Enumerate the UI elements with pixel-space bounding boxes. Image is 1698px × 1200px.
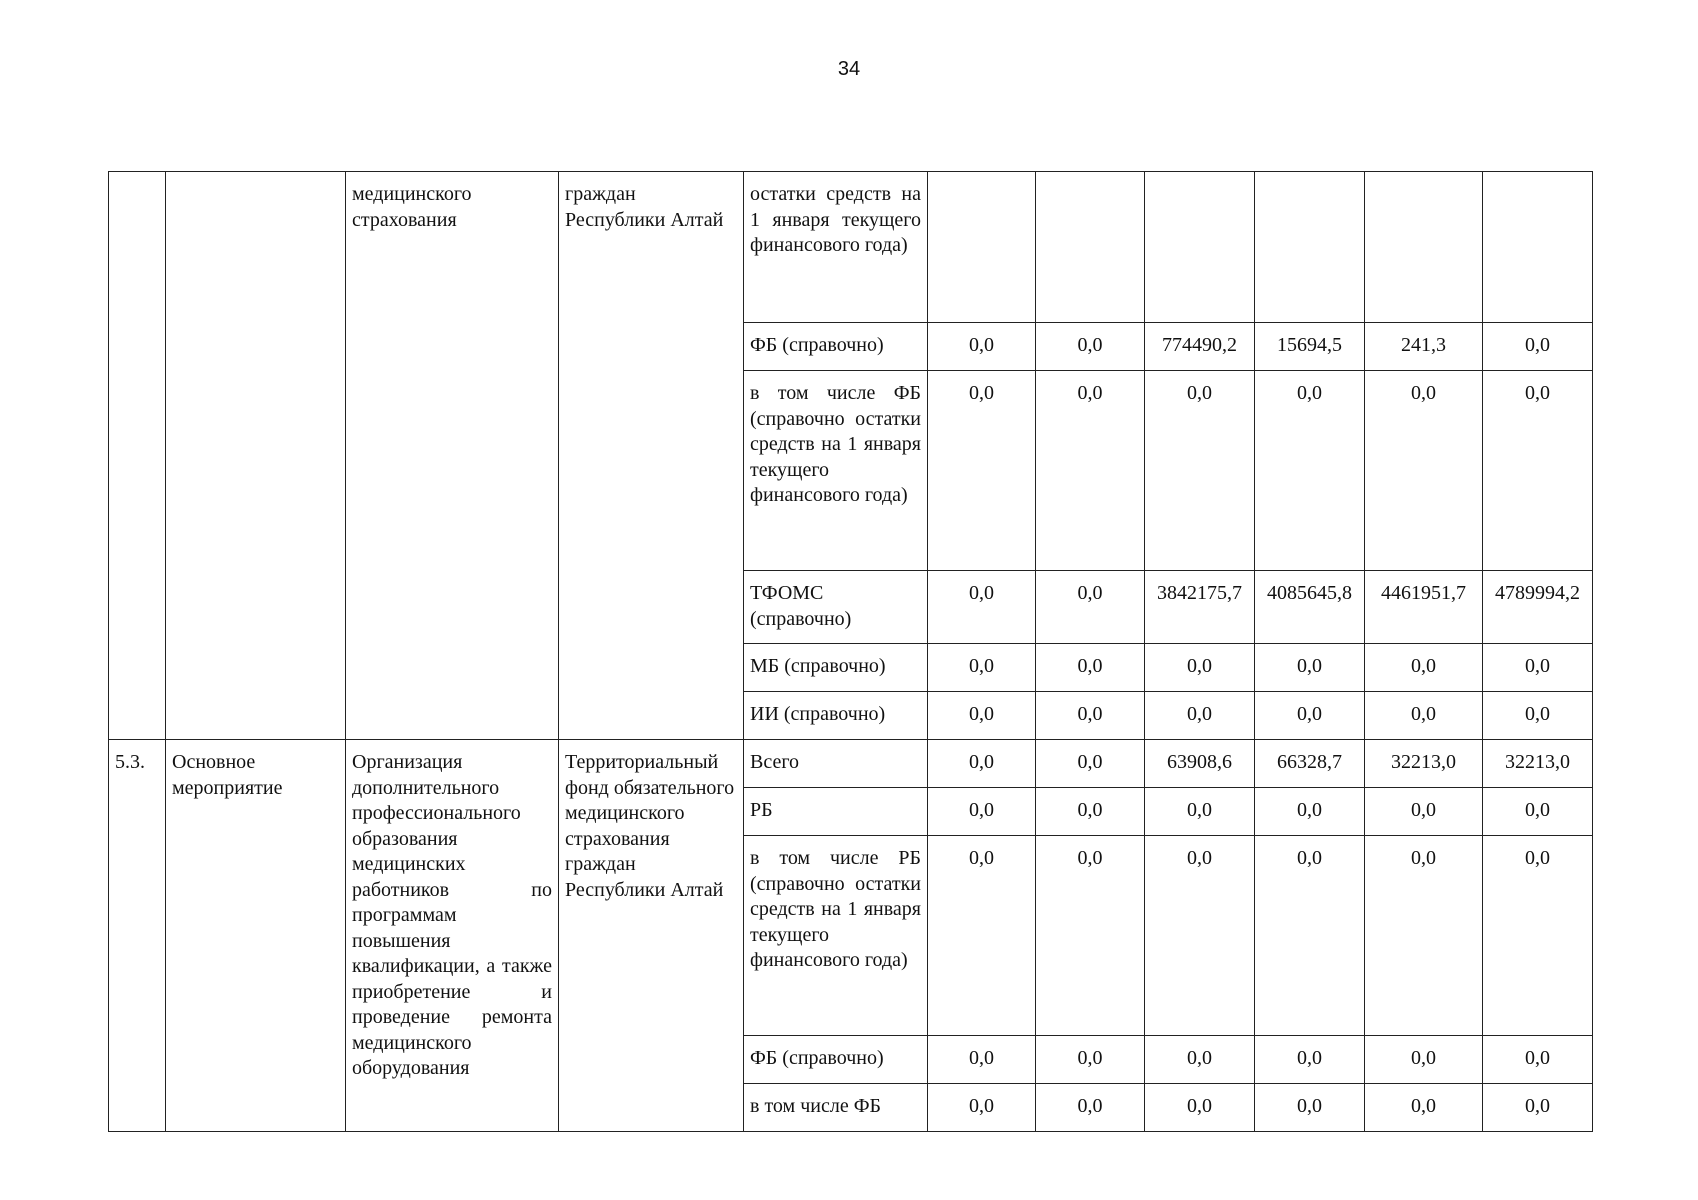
value-cell: 0,0 (1145, 788, 1255, 836)
source-cell: в том числе РБ (справочно остатки средств на 1 января текущего финансового года) (744, 836, 928, 1036)
source-cell: ИИ (справочно) (744, 692, 928, 740)
value-cell: 0,0 (1145, 692, 1255, 740)
value-cell: 0,0 (1365, 371, 1483, 571)
value-cell: 774490,2 (1145, 323, 1255, 371)
value-cell: 0,0 (1483, 788, 1593, 836)
value-cell: 0,0 (1255, 836, 1365, 1036)
number-cell (109, 172, 166, 740)
value-cell: 66328,7 (1255, 740, 1365, 788)
source-cell: ТФОМС (справочно) (744, 571, 928, 644)
source-cell: Всего (744, 740, 928, 788)
value-cell: 0,0 (1483, 1036, 1593, 1084)
value-cell: 0,0 (928, 323, 1036, 371)
value-cell: 0,0 (1036, 571, 1145, 644)
value-cell (1036, 172, 1145, 323)
value-cell: 0,0 (1036, 644, 1145, 692)
source-cell: ФБ (справочно) (744, 1036, 928, 1084)
value-cell: 0,0 (1365, 836, 1483, 1036)
value-cell: 0,0 (1255, 692, 1365, 740)
value-cell: 0,0 (1483, 692, 1593, 740)
value-cell (1483, 172, 1593, 323)
value-cell: 0,0 (928, 571, 1036, 644)
value-cell: 0,0 (928, 692, 1036, 740)
source-cell: в том числе ФБ (744, 1084, 928, 1132)
value-cell: 0,0 (1365, 692, 1483, 740)
value-cell: 0,0 (1483, 1084, 1593, 1132)
value-cell: 0,0 (1036, 1036, 1145, 1084)
value-cell: 0,0 (928, 1084, 1036, 1132)
value-cell: 0,0 (928, 836, 1036, 1036)
value-cell: 0,0 (1145, 1084, 1255, 1132)
value-cell: 32213,0 (1365, 740, 1483, 788)
value-cell: 0,0 (1255, 1036, 1365, 1084)
value-cell: 0,0 (1365, 644, 1483, 692)
value-cell: 0,0 (1483, 371, 1593, 571)
value-cell: 4085645,8 (1255, 571, 1365, 644)
value-cell: 0,0 (1036, 371, 1145, 571)
value-cell: 0,0 (1365, 1036, 1483, 1084)
source-cell: МБ (справочно) (744, 644, 928, 692)
executor-cell: Территориальный фонд обязательного медицинского страхования граждан Республики Алтай (559, 740, 744, 1132)
page-number: 34 (837, 58, 861, 80)
value-cell: 15694,5 (1255, 323, 1365, 371)
value-cell: 0,0 (1255, 788, 1365, 836)
value-cell: 0,0 (1145, 1036, 1255, 1084)
source-cell: остатки средств на 1 января текущего финансового года) (744, 172, 928, 323)
type-cell: Основное мероприятие (166, 740, 346, 1132)
value-cell (1145, 172, 1255, 323)
value-cell (1365, 172, 1483, 323)
budget-table (108, 171, 1593, 1132)
value-cell: 0,0 (1036, 692, 1145, 740)
value-cell: 0,0 (1483, 836, 1593, 1036)
number-cell: 5.3. (109, 740, 166, 1132)
value-cell: 3842175,7 (1145, 571, 1255, 644)
value-cell (928, 172, 1036, 323)
value-cell: 0,0 (1036, 836, 1145, 1036)
value-cell: 0,0 (1036, 1084, 1145, 1132)
activity-cell: Организация дополнительного профессионального образования медицинских работников по программам повышения квалификации, а также приобретение и проведение ремонта медицинского оборудования (346, 740, 559, 1132)
value-cell: 0,0 (1483, 323, 1593, 371)
value-cell: 0,0 (1145, 371, 1255, 571)
value-cell: 0,0 (1255, 371, 1365, 571)
value-cell: 0,0 (1255, 644, 1365, 692)
value-cell: 0,0 (928, 1036, 1036, 1084)
value-cell: 0,0 (928, 740, 1036, 788)
value-cell: 0,0 (1036, 323, 1145, 371)
value-cell: 0,0 (1255, 1084, 1365, 1132)
value-cell: 32213,0 (1483, 740, 1593, 788)
value-cell: 4461951,7 (1365, 571, 1483, 644)
executor-cell: граждан Республики Алтай (559, 172, 744, 740)
value-cell: 0,0 (928, 644, 1036, 692)
value-cell: 0,0 (928, 371, 1036, 571)
value-cell: 0,0 (1036, 788, 1145, 836)
table-row (109, 740, 1593, 788)
value-cell: 0,0 (1483, 644, 1593, 692)
value-cell: 63908,6 (1145, 740, 1255, 788)
value-cell: 0,0 (1145, 644, 1255, 692)
table-row (109, 172, 1593, 323)
value-cell: 0,0 (1145, 836, 1255, 1036)
value-cell: 0,0 (1365, 788, 1483, 836)
value-cell (1255, 172, 1365, 323)
source-cell: в том числе ФБ (справочно остатки средств на 1 января текущего финансового года) (744, 371, 928, 571)
activity-cell: медицинского страхования (346, 172, 559, 740)
value-cell: 4789994,2 (1483, 571, 1593, 644)
value-cell: 0,0 (1365, 1084, 1483, 1132)
value-cell: 0,0 (1036, 740, 1145, 788)
value-cell: 0,0 (928, 788, 1036, 836)
type-cell (166, 172, 346, 740)
source-cell: РБ (744, 788, 928, 836)
value-cell: 241,3 (1365, 323, 1483, 371)
source-cell: ФБ (справочно) (744, 323, 928, 371)
